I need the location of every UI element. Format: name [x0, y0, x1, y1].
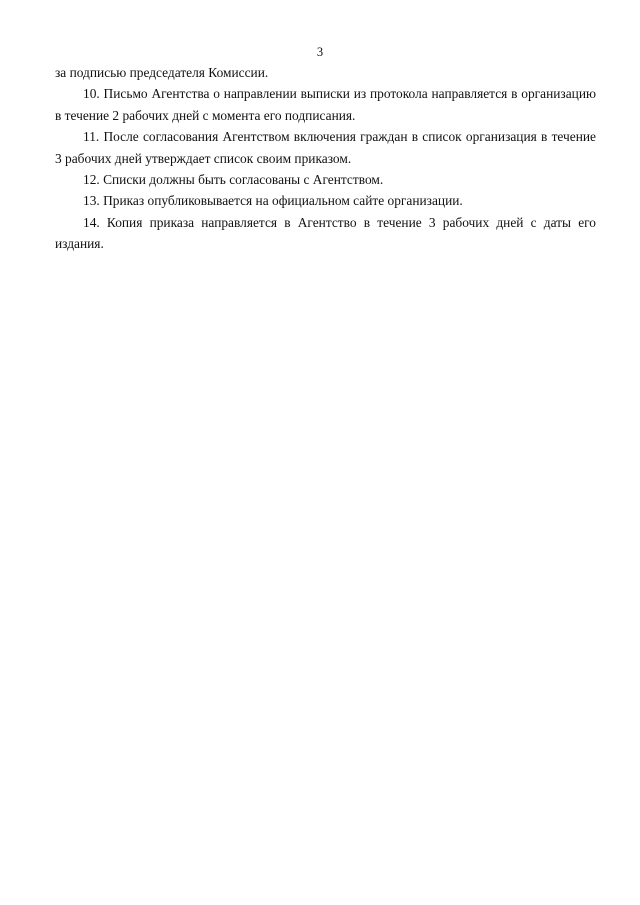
- paragraph-item-13: 13. Приказ опубликовывается на официальном сайте организации.: [83, 193, 463, 209]
- paragraph-continuation: за подписью председателя Комиссии.: [55, 65, 269, 80]
- paragraph-item-14: 14. Копия приказа направляется в Агентство в течение 3 рабочих дней с даты его издания.: [55, 214, 596, 252]
- paragraph-item-12: 12. Списки должны быть согласованы с Агентством.: [83, 172, 384, 188]
- paragraph-item-10: 10. Письмо Агентства о направлении выписки из протокола направляется в организацию в течение 2 рабочих дней с момента его подписания.: [55, 86, 596, 123]
- page-number: 3: [316, 45, 324, 59]
- paragraph-item-11: 11. После согласования Агентством включения граждан в список организация в течение 3 рабочих дней утверждает список своим приказом.: [55, 129, 596, 166]
- document-body: [55, 62, 596, 255]
